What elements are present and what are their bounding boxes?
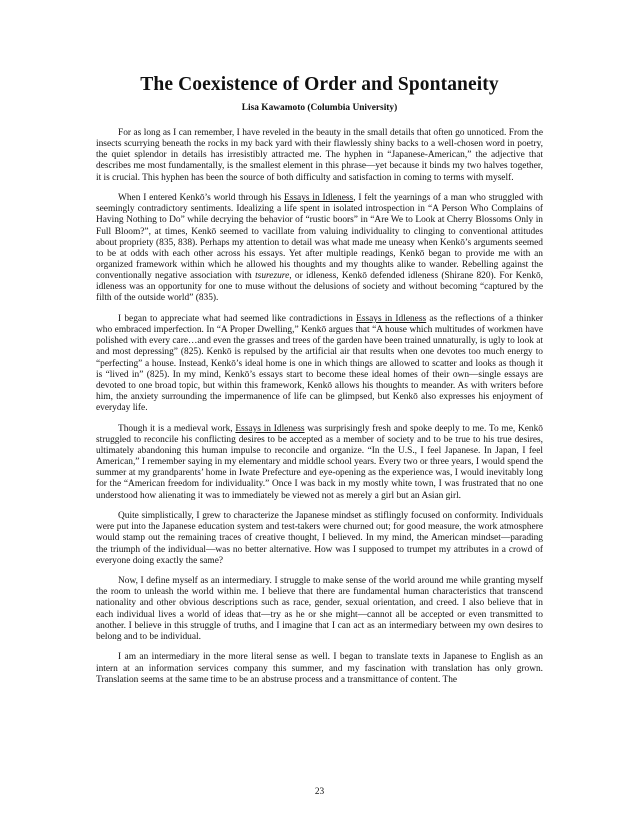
- term-italic: tsurezure: [255, 271, 290, 282]
- text-run: , I felt the yearnings of a man who struggled with seemingly contradictory sentiments. Idealizing a life spent in isolated introspection in “A Person Who Complains of Having Nothing to Do” while decrying the behavior of “rustic boors” in “Are We to Look at Cherry Blossoms Only in Full Bloom?”, at times, Kenkō seemed to vacillate from valuing individuality to clinging to conventional attitudes about propriety (835, 838). Perhaps my attention to detail was what made me uneasy when Kenkō’s arguments seemed to be at odds with each other across his essays. Yet after multiple readings, Kenkō began to provide me with an organized framework within which he allowed his thoughts and my thoughts alike to wander. Rebelling against the conventionally negative association with: [96, 193, 543, 282]
- author-byline: Lisa Kawamoto (Columbia University): [241, 103, 398, 113]
- text-run: , or idleness, Kenkō defended idleness (Shirane 820). For Kenkō, idleness was an opportunity for one to muse without the delusions of society and without becoming “captured by the filth of the outside world” (835).: [96, 271, 544, 304]
- text-run: When I entered Kenkō’s world through his: [118, 193, 285, 204]
- text-run: Though it is a medieval work,: [118, 423, 236, 434]
- paragraph-4: [96, 424, 543, 502]
- paragraph-6: Now, I define myself as an intermediary. I struggle to make sense of the world around me while granting myself the room to unleash the world within me. I believe that there are fundamental human characteristics that transcend nationality and other obvious descriptions such as race, gender, sexual orientation, and creed. I also believe that in each individual lives a world of ideas that—try as he or she might—cannot all be accepted or even transmitted to another. I believe in this struggle of truths, and I imagine that I can act as an intermediary between my own desires to belong and to be individual.: [96, 576, 543, 642]
- paragraph-3: [96, 314, 543, 414]
- book-title-link: Essays in Idleness: [356, 313, 427, 324]
- text-run: I began to appreciate what had seemed like contradictions in: [118, 313, 357, 324]
- paragraph-7: I am an intermediary in the more literal sense as well. I began to translate texts in Japanese to English as an intern at an information services company this summer, and my fascination with translation has only grown. Translation seems at the same time to be an abstruse process and a transmittance of content. The: [96, 652, 543, 685]
- page-number: 23: [314, 787, 325, 797]
- paragraph-5: Quite simplistically, I grew to characterize the Japanese mindset as stiflingly focused on conformity. Individuals were put into the Japanese education system and test-takers were churned out; for good measure, the work atmosphere would stamp out the remaining traces of creative thought, I believed. In my mind, the American mindset—parading the triumph of the individual—was no better alternative. How was I supposed to trumpet my attributes in a crowd of everyone doing exactly the same?: [96, 511, 543, 566]
- paragraph-2: [96, 193, 543, 305]
- book-title-link: Essays in Idleness: [235, 423, 305, 434]
- text-run: was surprisingly fresh and spoke deeply to me. To me, Kenkō struggled to reconcile his conflicting desires to be accepted as a member of society and to be true to his true desires, ultimately abandoning this human impulse to reconcile and organize. “In the U.S., I feel Japanese. In Japan, I feel American,” I remember saying in my elementary and middle school years. Every two or three years, I would spend the summer at my grandparents’ home in Iwate Prefecture and eye-opening as the experience was, I would inevitably long for the “American freedom for individuality.” Once I was back in my mostly white town, I was frustrated that no one understood how alienating it was to immediately be viewed not as merely a girl but an Asian girl.: [96, 423, 543, 501]
- paragraph-1: For as long as I can remember, I have reveled in the beauty in the small details that often go unnoticed. From the insects scurrying beneath the rocks in my back yard with their flawlessly shiny backs to a well-chosen word in poetry, the quiet splendor in details has irresistibly attracted me. The hyphen in “Japanese-American,” the adjective that describes me most fundamentally, is the smallest element in this phrase—yet because it binds my two halves together, it is crucial. This hyphen has been the source of both difficulty and satisfaction in coming to terms with myself.: [96, 128, 543, 183]
- essay-body: [96, 128, 543, 695]
- book-title-link: Essays in Idleness: [284, 193, 354, 204]
- text-run: as the reflections of a thinker who embraced imperfection. In “A Proper Dwelling,” Kenkō argues that “A house which multitudes of workmen have polished with every care…and even the grasses and trees of the garden have been trained unnaturally, is ugly to look at and most depressing” (825). Kenkō is repulsed by the artificial air that results when one devotes too much energy to “perfecting” a house. Instead, Kenkō’s ideal home is one in which things are allowed to scatter and looks as though it is “lived in” (825). In my mind, Kenkō’s essays start to become these ideal homes of their own—single essays are devoted to one broad topic, but within this framework, Kenkō allows his thoughts to meander. As with writers before him, the anxiety surrounding the impermanence of life can be glimpsed, but Kenkō also expresses his enjoyment of everyday life.: [96, 313, 543, 414]
- essay-title: The Coexistence of Order and Spontaneity: [140, 74, 499, 95]
